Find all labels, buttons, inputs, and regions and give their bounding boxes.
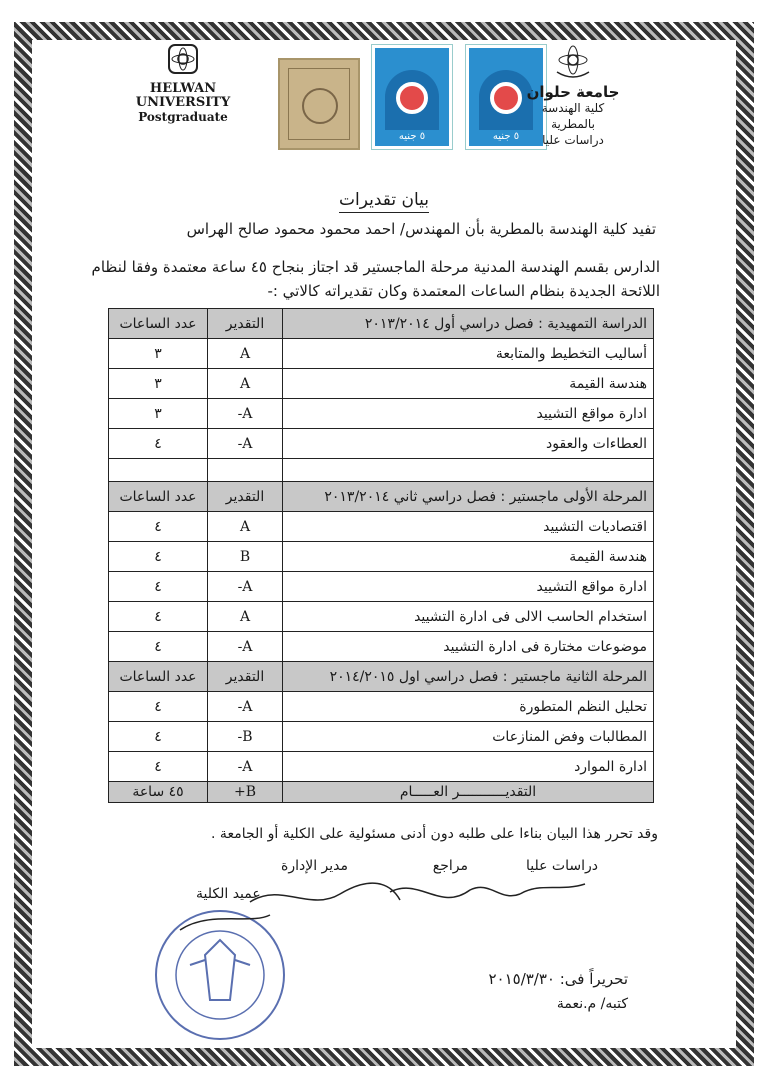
header-en-line2: UNIVERSITY [135,95,231,110]
postage-stamp [372,45,452,149]
hours-cell: ٤ [109,429,208,459]
section-title: المرحلة الأولى ماجستير : فصل دراسي ثاني ٢٠١٣/٢٠١٤ [283,482,654,512]
table-row [109,572,654,602]
header-ar-line2: كلية الهندسة بالمطرية [541,101,605,131]
table-row [109,512,654,542]
hours-column-header: عدد الساعات [109,309,208,339]
grade-cell: A [208,602,283,632]
table-row [109,399,654,429]
hours-cell: ٣ [109,369,208,399]
grade-column-header: التقدير [208,482,283,512]
header-ar-line1: جامعة حلوان [526,83,620,101]
grade-cell: B- [208,722,283,752]
spacer-row [109,459,654,482]
total-label: التقديـــــــــــر العـــــام [283,782,654,803]
university-logo-icon [553,42,593,78]
subject-cell: العطاءات والعقود [283,429,654,459]
table-row [109,339,654,369]
hours-cell: ٣ [109,339,208,369]
subject-cell: ادارة مواقع التشييد [283,572,654,602]
hours-cell: ٤ [109,572,208,602]
hours-cell: ٤ [109,632,208,662]
hours-column-header: عدد الساعات [109,482,208,512]
total-row [109,782,654,803]
stamp-value: ٥ جنيه [492,131,520,142]
grade-column-header: التقدير [208,662,283,692]
header-en-line3: Postgraduate [138,110,228,124]
subject-cell: اقتصاديات التشييد [283,512,654,542]
total-hours: ٤٥ ساعة [109,782,208,803]
subject-cell: تحليل النظم المتطورة [283,692,654,722]
table-row [109,369,654,399]
header-en-line1: HELWAN [149,81,217,96]
subject-cell: المطالبات وفض المنازعات [283,722,654,752]
grade-cell: A- [208,429,283,459]
table-row [109,542,654,572]
grade-cell: A- [208,752,283,782]
disclaimer-note: وقد تحرر هذا البيان بناءا على طلبه دون أدنى مسئولية على الكلية أو الجامعة . [211,826,658,842]
table-row [109,722,654,752]
statement-line-3: اللائحة الجديدة بنظام الساعات المعتمدة وكان تقديراته كالاتي :- [267,282,660,300]
grade-cell: A [208,339,283,369]
grade-cell: A [208,369,283,399]
sig-admin-director: مدير الإدارة [280,858,348,874]
subject-cell: هندسة القيمة [283,369,654,399]
hours-cell: ٤ [109,722,208,752]
section-title: المرحلة الثانية ماجستير : فصل دراسي اول ٢٠١٤/٢٠١٥ [283,662,654,692]
grade-cell: A- [208,632,283,662]
hours-cell: ٤ [109,692,208,722]
statement-line-2: الدارس بقسم الهندسة المدنية مرحلة الماجستير قد اجتاز بنجاح ٤٥ ساعة معتمدة وفقا لنظام [91,258,660,276]
university-logo-icon [166,42,200,76]
handwritten-signature-icon [240,872,600,922]
grade-cell: B [208,542,283,572]
grade-cell: A- [208,692,283,722]
table-row [109,752,654,782]
hours-cell: ٤ [109,512,208,542]
subject-cell: ادارة الموارد [283,752,654,782]
table-row [109,602,654,632]
written-by: كتبه/ م.نعمة [556,996,628,1012]
grade-cell: A- [208,399,283,429]
total-grade: B+ [208,782,283,803]
subject-cell: أساليب التخطيط والمتابعة [283,339,654,369]
header-ar-line3: دراسات عليا [542,133,604,147]
subject-cell: ادارة مواقع التشييد [283,399,654,429]
sig-graduate-studies: دراسات عليا [526,858,598,874]
section-header-row [109,309,654,339]
issue-date: تحريراً فى: ٢٠١٥/٣/٣٠ [488,970,628,988]
university-header-en [128,42,238,124]
university-header-ar [518,42,628,148]
section-title: الدراسة التمهيدية : فصل دراسي أول ٢٠١٣/٢٠١٤ [283,309,654,339]
sig-dean: عميد الكلية [196,886,261,902]
statement-line-1: تفيد كلية الهندسة بالمطرية بأن المهندس/ احمد محمود محمود صالح الهراس [186,220,656,238]
grade-column-header: التقدير [208,309,283,339]
grade-cell: A- [208,572,283,602]
grade-cell: A [208,512,283,542]
hours-cell: ٤ [109,602,208,632]
sig-reviewer: مراجع [432,858,468,874]
subject-cell: استخدام الحاسب الالى فى ادارة التشييد [283,602,654,632]
fiscal-stamp [278,58,360,150]
table-row [109,692,654,722]
section-header-row [109,482,654,512]
hours-cell: ٤ [109,542,208,572]
table-row [109,632,654,662]
stamp-value: ٥ جنيه [398,131,426,142]
grades-table [108,308,654,803]
table-row [109,429,654,459]
subject-cell: موضوعات مختارة فى ادارة التشييد [283,632,654,662]
hours-column-header: عدد الساعات [109,662,208,692]
document-title: بيان تقديرات [0,190,768,210]
section-header-row [109,662,654,692]
hours-cell: ٣ [109,399,208,429]
official-seal-icon [150,905,290,1045]
hours-cell: ٤ [109,752,208,782]
subject-cell: هندسة القيمة [283,542,654,572]
